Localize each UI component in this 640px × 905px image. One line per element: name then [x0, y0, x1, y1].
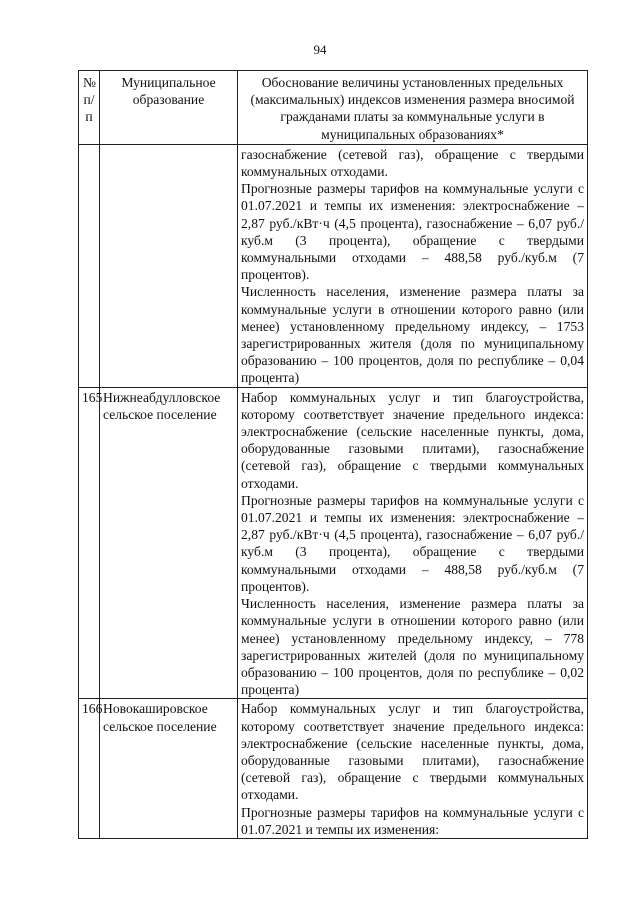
page-number: 94 — [313, 42, 327, 57]
table-row — [79, 144, 588, 387]
table-row — [79, 387, 588, 699]
row-number: 166 — [79, 699, 100, 839]
tariff-table — [78, 70, 588, 839]
row-municipality — [100, 144, 238, 387]
justification-paragraph: Прогнозные размеры тарифов на коммунальные услуги с 01.07.2021 и темпы их изменения: электроснабжение – 2,87 руб./кВт·ч (4,5 процента), газоснабжение – 6,07 руб./куб.м (3 процента), обращение с твердыми коммунальными отходами – 488,58 руб./куб.м (7 процентов). — [241, 492, 584, 594]
justification-paragraph: Набор коммунальных услуг и тип благоустройства, которому соответствует значение предельного индекса: электроснабжение (сельские населенные пункты, дома, оборудованные газовыми плитами), газоснабжение (сетевой газ), обращение с твердыми коммунальных отходами. — [241, 701, 584, 803]
header-municipality: Муниципальное образование — [100, 71, 238, 145]
justification-paragraph: Набор коммунальных услуг и тип благоустройства, которому соответствует значение предельного индекса: электроснабжение (сельские населенные пункты, дома, оборудованные газовыми плитами), газоснабжение (сетевой газ), обращение с твердыми коммунальных отходами. — [241, 389, 584, 491]
justification-paragraph: Численность населения, изменение размера платы за коммунальные услуги в отношении которого равно (или менее) установленному предельному индексу, – 1753 зарегистрированных жителя (доля по муниципальному образованию – 100 процентов, доля по республике – 0,04 процента) — [241, 284, 584, 386]
row-justification — [238, 144, 588, 387]
header-num: № п/п — [79, 71, 100, 145]
row-justification — [238, 387, 588, 699]
row-number — [79, 144, 100, 387]
row-justification — [238, 699, 588, 839]
header-justification: Обоснование величины установленных предельных (максимальных) индексов изменения размера вносимой гражданами платы за коммунальные услуги в муниципальных образованиях* — [238, 71, 588, 145]
row-municipality: Новокашировское сельское поселение — [100, 699, 238, 839]
justification-paragraph: Численность населения, изменение размера платы за коммунальные услуги в отношении которого равно (или менее) установленному предельному индексу, – 778 зарегистрированных жителей (доля по муниципальному образованию – 100 процентов, доля по республике – 0,02 процента) — [241, 596, 584, 698]
table-header-row — [79, 71, 588, 145]
justification-paragraph: Прогнозные размеры тарифов на коммунальные услуги с 01.07.2021 и темпы их изменения: — [241, 804, 584, 837]
row-number: 165 — [79, 387, 100, 699]
row-municipality: Нижнеабдулловское сельское поселение — [100, 387, 238, 699]
justification-paragraph: Прогнозные размеры тарифов на коммунальные услуги с 01.07.2021 и темпы их изменения: электроснабжение – 2,87 руб./кВт·ч (4,5 процента), газоснабжение – 6,07 руб./куб.м (3 процента), обращение с твердыми коммунальными отходами – 488,58 руб./куб.м (7 процентов). — [241, 181, 584, 283]
justification-paragraph: газоснабжение (сетевой газ), обращение с твердыми коммунальных отходами. — [241, 146, 584, 180]
table-row — [79, 699, 588, 839]
